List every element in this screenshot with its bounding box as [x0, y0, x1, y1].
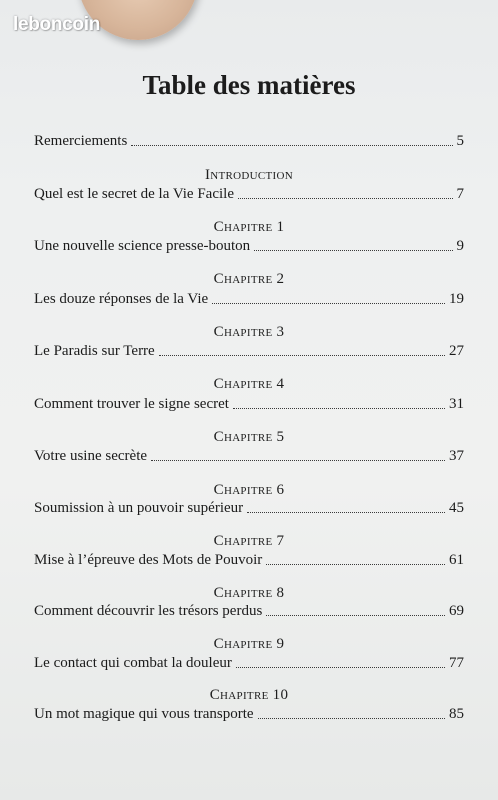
toc-entry-title: Soumission à un pouvoir supérieur: [34, 500, 244, 516]
toc-entry-chapter-3: [34, 343, 464, 360]
chapter-heading-introduction: Introduction: [204, 167, 294, 183]
dot-leader: [151, 460, 445, 461]
chapter-heading-5: Chapitre 5: [213, 429, 285, 445]
toc-entry-title: Les douze réponses de la Vie: [34, 291, 209, 307]
chapter-heading-2: Chapitre 2: [213, 271, 285, 287]
toc-entry-page: 19: [449, 291, 464, 307]
toc-entry-chapter-8: [34, 603, 464, 620]
toc-entry-title: Comment trouver le signe secret: [34, 396, 229, 412]
toc-entry-introduction: [34, 186, 464, 203]
dot-leader: [247, 512, 445, 513]
toc-entry-chapter-10: [34, 706, 464, 723]
toc-entry-title: Quel est le secret de la Vie Facile: [34, 186, 234, 202]
chapter-heading-9: Chapitre 9: [213, 636, 285, 652]
toc-entry-chapter-6: [34, 500, 464, 517]
chapter-heading-3: Chapitre 3: [213, 324, 285, 340]
toc-entry-chapter-1: [34, 238, 464, 255]
toc-entry-chapter-7: [34, 552, 464, 569]
chapter-heading-1: Chapitre 1: [213, 219, 285, 235]
toc-entry-chapter-9: [34, 655, 464, 672]
toc-entry-page: 31: [449, 396, 464, 412]
dot-leader: [159, 355, 445, 356]
toc-entry-chapter-4: [34, 396, 464, 413]
toc-entry-page: 85: [449, 706, 464, 722]
toc-entry-page: 7: [456, 186, 464, 202]
page-title: Table des matières: [142, 70, 356, 100]
dot-leader: [212, 303, 445, 304]
toc-entry-chapter-2: [34, 291, 464, 308]
dot-leader: [238, 198, 453, 199]
toc-entry-page: 69: [449, 603, 464, 619]
toc-entry-title: Votre usine secrète: [34, 448, 148, 464]
toc-entry-page: 77: [449, 655, 464, 671]
chapter-heading-10: Chapitre 10: [209, 687, 289, 703]
chapter-heading-7: Chapitre 7: [213, 533, 285, 549]
chapter-heading-6: Chapitre 6: [213, 482, 285, 498]
dot-leader: [266, 615, 445, 616]
dot-leader: [258, 718, 445, 719]
toc-entry-remerciements: [34, 133, 464, 150]
toc-entry-page: 9: [456, 238, 464, 254]
dot-leader: [254, 250, 452, 251]
toc-entry-page: 45: [449, 500, 464, 516]
dot-leader: [233, 408, 445, 409]
toc-entry-page: 61: [449, 552, 464, 568]
toc-entry-title: Le contact qui combat la douleur: [34, 655, 232, 671]
dot-leader: [131, 145, 452, 146]
toc-entry-title: Comment découvrir les trésors perdus: [34, 603, 263, 619]
leboncoin-watermark: leboncoin: [13, 14, 101, 35]
toc-entry-page: 37: [449, 448, 464, 464]
chapter-heading-8: Chapitre 8: [213, 585, 285, 601]
toc-entry-title: Mise à l’épreuve des Mots de Pouvoir: [34, 552, 263, 568]
dot-leader: [236, 667, 445, 668]
toc-entry-page: 5: [456, 133, 464, 149]
toc-entry-title: Un mot magique qui vous transporte: [34, 706, 254, 722]
toc-entry-title: Une nouvelle science presse-bouton: [34, 238, 251, 254]
dot-leader: [266, 564, 445, 565]
toc-entry-chapter-5: [34, 448, 464, 465]
toc-entry-page: 27: [449, 343, 464, 359]
toc-entry-title: Le Paradis sur Terre: [34, 343, 155, 359]
chapter-heading-4: Chapitre 4: [213, 376, 285, 392]
toc-entry-title: Remerciements: [34, 133, 128, 149]
